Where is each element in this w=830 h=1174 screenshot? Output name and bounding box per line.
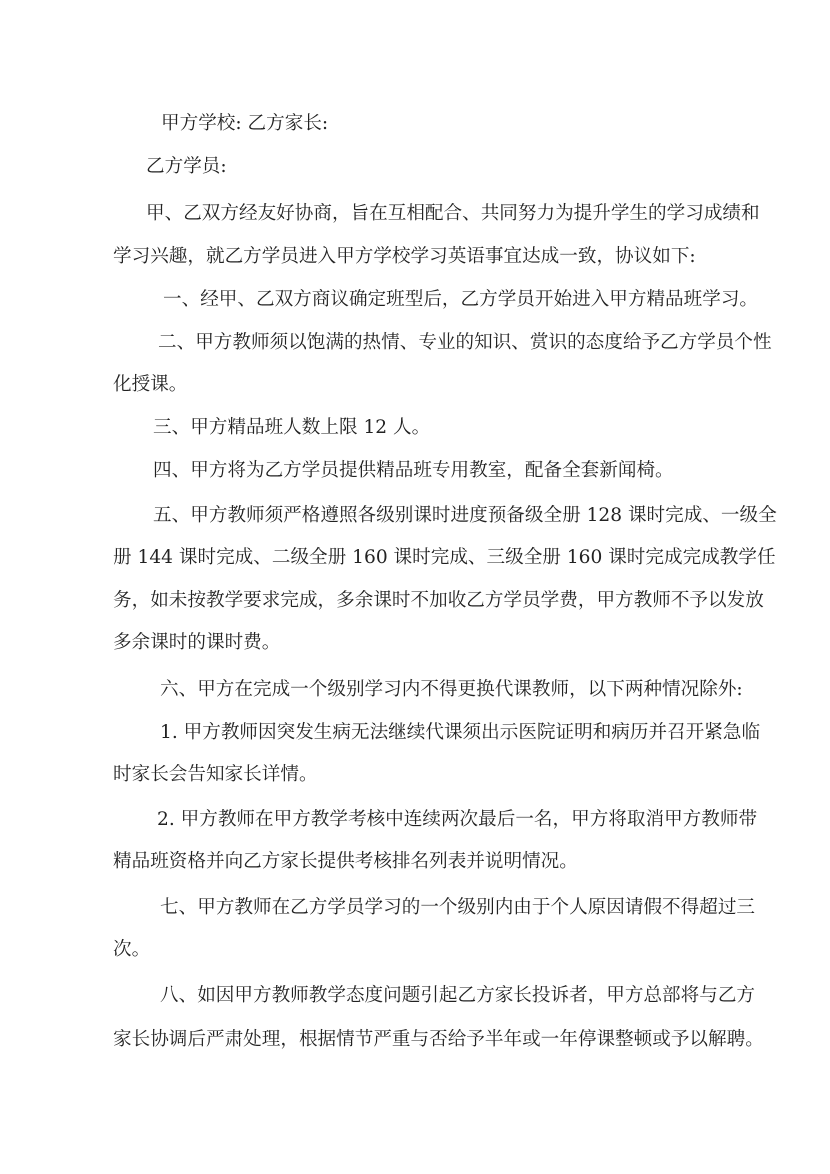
intro-line: 甲、乙双方经友好协商，旨在互相配合、共同努力为提升学生的学习成绩和 [146, 203, 760, 224]
header-parties: 甲方学校: 乙方家长: [161, 113, 329, 134]
header-student: 乙方学员: [146, 156, 227, 177]
clause-6-item-2-cont: 精品班资格并向乙方家长提供考核排名列表并说明情况。 [113, 851, 578, 872]
clause-5-cont: 务，如未按教学要求完成，多余课时不加收乙方学员学费，甲方教师不予以发放 [113, 590, 764, 611]
clause-6-item-1: 1. 甲方教师因突发生病无法继续代课须出示医院证明和病历并召开紧急临 [160, 722, 761, 743]
clause-5: 五、甲方教师须严格遵照各级别课时进度预备级全册 128 课时完成、一级全 [153, 505, 777, 526]
clause-8: 八、如因甲方教师教学态度问题引起乙方家长投诉者，甲方总部将与乙方 [160, 985, 756, 1006]
clause-5-cont: 册 144 课时完成、二级全册 160 课时完成、三级全册 160 课时完成完成教学任 [113, 547, 776, 568]
clause-6-item-1-cont: 时家长会告知家长详情。 [113, 764, 318, 785]
clause-5-cont: 多余课时的课时费。 [113, 632, 281, 653]
clause-6-item-2: 2. 甲方教师在甲方教学考核中连续两次最后一名，甲方将取消甲方教师带 [157, 809, 758, 830]
clause-4: 四、甲方将为乙方学员提供精品班专用教室，配备全套新闻椅。 [153, 460, 674, 481]
clause-2: 二、甲方教师须以饱满的热情、专业的知识、赏识的态度给予乙方学员个性 [158, 332, 772, 353]
clause-8-cont: 家长协调后严肃处理，根据情节严重与否给予半年或一年停课整顿或予以解聘。 [113, 1029, 764, 1050]
clause-3: 三、甲方精品班人数上限 12 人。 [153, 417, 431, 438]
clause-7-cont: 次。 [113, 939, 151, 960]
clause-7: 七、甲方教师在乙方学员学习的一个级别内由于个人原因请假不得超过三 [160, 897, 756, 918]
intro-line: 学习兴趣，就乙方学员进入甲方学校学习英语事宜达成一致，协议如下: [113, 246, 696, 267]
clause-6: 六、甲方在完成一个级别学习内不得更换代课教师，以下两种情况除外: [160, 679, 743, 700]
clause-2-cont: 化授课。 [113, 374, 188, 395]
clause-1: 一、经甲、乙双方商议确定班型后，乙方学员开始进入甲方精品班学习。 [163, 289, 759, 310]
